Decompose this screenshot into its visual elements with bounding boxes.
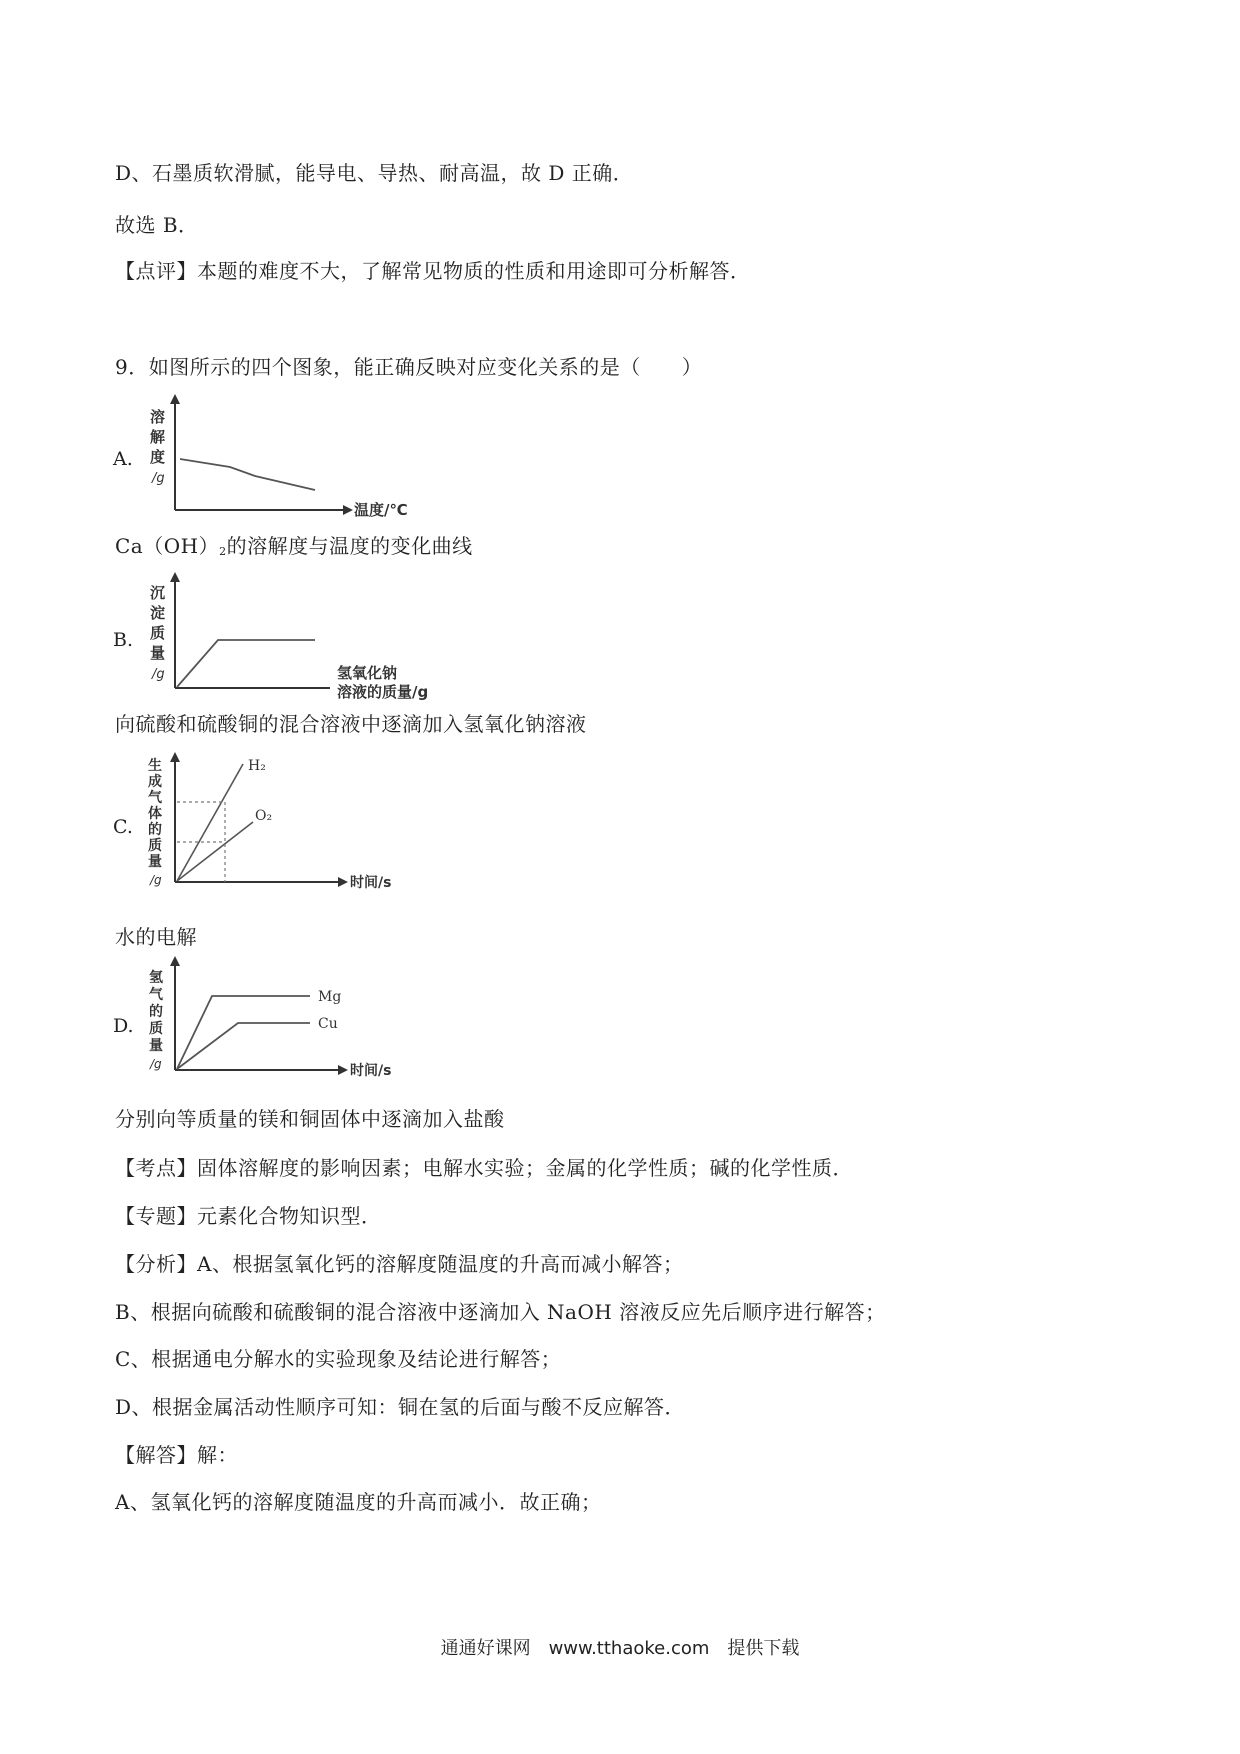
x-label: 温度/℃ xyxy=(354,501,408,518)
y-label: 成 xyxy=(148,774,162,790)
text-line: 故选 B． xyxy=(115,213,199,237)
y-label: 量 xyxy=(150,644,166,662)
fenxi-line: 【分析】A、根据氢氧化钙的溶解度随温度的升高而减小解答； xyxy=(115,1252,684,1276)
y-label: 的 xyxy=(149,1004,163,1020)
text-line: D、石墨质软滑腻，能导电、导热、耐高温，故 D 正确． xyxy=(115,161,634,185)
y-label: 氢 xyxy=(149,970,163,986)
y-label: 解 xyxy=(150,428,166,446)
x-label: 氢氧化钠 xyxy=(337,664,398,682)
fenxi-line: B、根据向硫酸和硫酸铜的混合溶液中逐滴加入 NaOH 溶液反应先后顺序进行解答； xyxy=(115,1300,886,1324)
kaodian-line: 【考点】固体溶解度的影响因素；电解水实验；金属的化学性质；碱的化学性质． xyxy=(115,1156,853,1180)
jieda-line: 【解答】解： xyxy=(115,1443,238,1467)
y-label: 溶 xyxy=(150,408,166,426)
series-label-mg: Mg xyxy=(318,989,342,1005)
option-b-caption: 向硫酸和硫酸铜的混合溶液中逐滴加入氢氧化钠溶液 xyxy=(115,712,587,736)
fenxi-line: D、根据金属活动性顺序可知：铜在氢的后面与酸不反应解答． xyxy=(115,1395,686,1419)
option-a-caption: $Ca(OH)_2$的溶解度与温度的变化曲线 xyxy=(115,534,473,558)
figure-d xyxy=(140,956,430,1086)
y-unit: /g xyxy=(150,1057,162,1071)
y-label: 的 xyxy=(148,822,162,838)
figure-a xyxy=(140,392,430,518)
y-label: 度 xyxy=(150,448,166,466)
page-footer: 通通好课网 www.tthaoke.com 提供下载 xyxy=(440,1638,800,1659)
option-b-label: B. xyxy=(113,629,134,651)
series-label-h2: H₂ xyxy=(248,758,266,774)
series-label-cu: Cu xyxy=(318,1016,338,1032)
y-unit: /g xyxy=(152,667,165,682)
option-d-caption: 分别向等质量的镁和铜固体中逐滴加入盐酸 xyxy=(115,1107,505,1131)
option-c-caption: 水的电解 xyxy=(115,925,197,949)
y-label: 气 xyxy=(149,987,163,1003)
y-label: 质 xyxy=(150,624,166,642)
series-label-o2: O₂ xyxy=(255,808,273,824)
question-9: 9．如图所示的四个图象，能正确反映对应变化关系的是（ ） xyxy=(115,355,703,379)
fenxi-line: C、根据通电分解水的实验现象及结论进行解答； xyxy=(115,1347,562,1371)
figure-b xyxy=(140,570,470,705)
y-unit: /g xyxy=(150,873,162,887)
y-unit: /g xyxy=(152,471,165,486)
option-a-label: A. xyxy=(113,448,133,470)
x-label: 溶液的质量/g xyxy=(337,683,429,701)
x-label: 时间/s xyxy=(350,1063,392,1079)
comment-line: 【点评】本题的难度不大，了解常见物质的性质和用途即可分析解答． xyxy=(115,259,751,283)
y-label: 质 xyxy=(149,1021,163,1037)
y-label: 气 xyxy=(148,790,162,806)
y-label: 淀 xyxy=(150,604,166,622)
y-label: 质 xyxy=(148,838,162,854)
y-label: 量 xyxy=(149,1038,163,1054)
y-label: 生 xyxy=(148,758,162,774)
option-c-label: C. xyxy=(113,816,133,838)
option-d-label: D. xyxy=(113,1015,134,1037)
x-label: 时间/s xyxy=(350,875,392,891)
y-label: 体 xyxy=(148,806,162,822)
zhuanti-line: 【专题】元素化合物知识型． xyxy=(115,1204,382,1228)
jieda-line: A、氢氧化钙的溶解度随温度的升高而减小．故正确； xyxy=(115,1490,602,1514)
y-label: 量 xyxy=(148,854,162,870)
y-label: 沉 xyxy=(150,584,166,602)
figure-c xyxy=(140,752,430,902)
